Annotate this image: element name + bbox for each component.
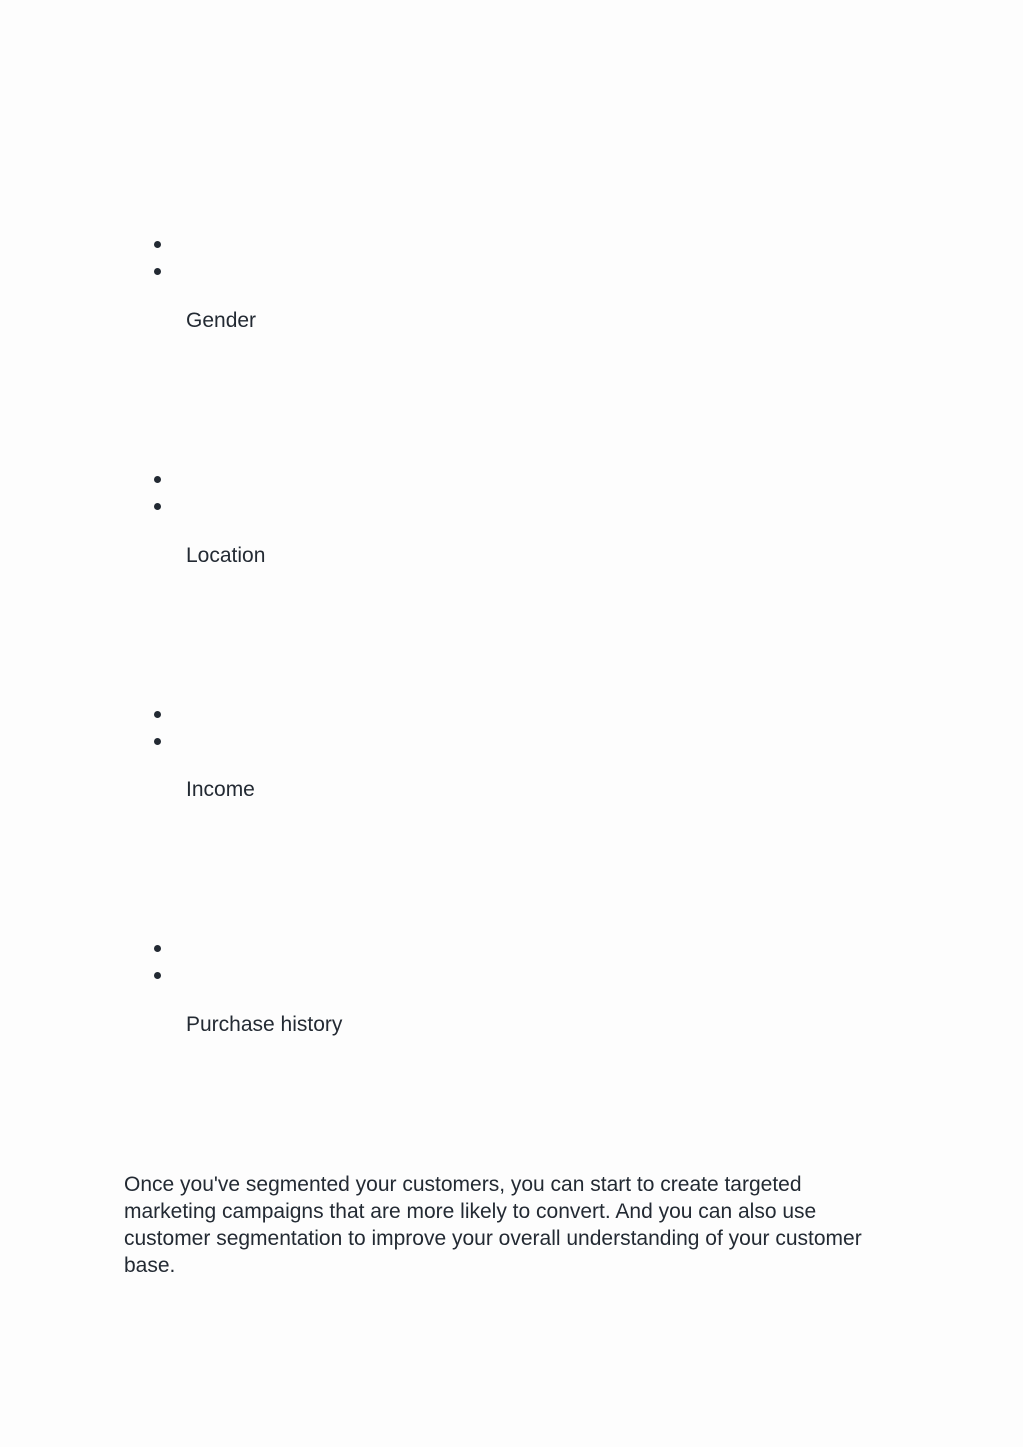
bullet-marker: [154, 945, 161, 952]
list-item-label: Gender: [186, 309, 257, 332]
bullet-marker: [154, 503, 161, 510]
list-item-label: Purchase history: [186, 1013, 343, 1036]
list-item-label: Income: [186, 778, 255, 801]
list-item-label: Location: [186, 544, 266, 567]
bullet-marker: [154, 476, 161, 483]
bullet-marker: [154, 241, 161, 248]
closing-paragraph: Once you've segmented your customers, you can start to create targeted marketing campaigns that are more likely to convert. And you can also use customer segmentation to improve your overall understanding of your customer base.: [124, 1173, 862, 1277]
bullet-marker: [154, 972, 161, 979]
bullet-marker: [154, 738, 161, 745]
bullet-marker: [154, 711, 161, 718]
bullet-marker: [154, 268, 161, 275]
